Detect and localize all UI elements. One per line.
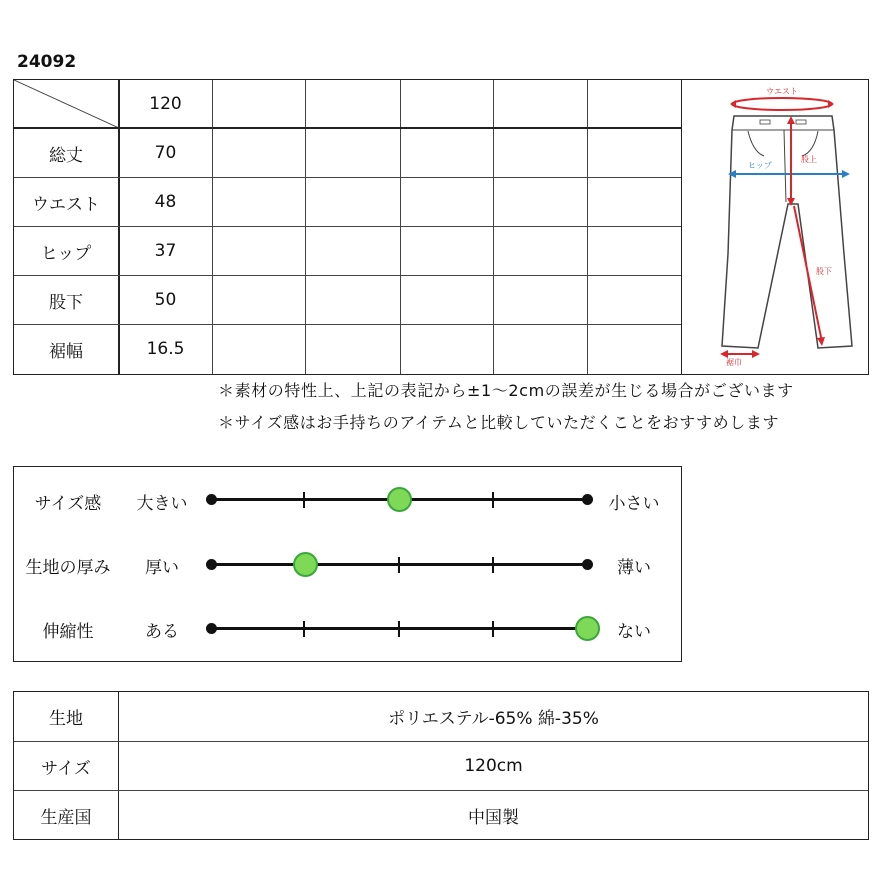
track-end-dot xyxy=(206,559,217,570)
feel-right-label: ない xyxy=(617,622,651,642)
row-value: 16.5 xyxy=(146,339,185,359)
info-value: 中国製 xyxy=(468,807,519,828)
feel-right-label: 小さい xyxy=(608,494,660,514)
feel-label: サイズ感 xyxy=(34,494,102,514)
row-label: 股下 xyxy=(49,292,83,313)
track-tick xyxy=(492,621,494,637)
feel-left-label: ある xyxy=(145,622,179,642)
feel-right-label: 薄い xyxy=(617,558,651,578)
hip-label: ヒップ xyxy=(748,161,772,170)
track-tick xyxy=(303,621,305,637)
info-label: サイズ xyxy=(41,758,91,779)
feel-box xyxy=(13,466,682,662)
row-label: 総丈 xyxy=(49,145,83,166)
info-value: ポリエステル-65% 綿-35% xyxy=(388,709,599,729)
row-label: 裾幅 xyxy=(49,341,83,362)
hem-label: 裾巾 xyxy=(726,358,742,367)
track-end-dot xyxy=(582,494,593,505)
feel-left-label: 厚い xyxy=(145,558,179,578)
product-code: 24092 xyxy=(17,52,77,72)
col-divider xyxy=(587,80,588,374)
row-label: ヒップ xyxy=(40,243,92,264)
track-tick xyxy=(492,557,494,573)
track-tick xyxy=(303,492,305,508)
size-table xyxy=(13,79,869,375)
row-value: 50 xyxy=(154,290,177,310)
col-divider xyxy=(305,80,306,374)
col-divider xyxy=(681,80,682,374)
row-label: ウエスト xyxy=(32,194,100,215)
track-tick xyxy=(398,621,400,637)
size-header-cell: 120 xyxy=(149,93,182,114)
rise-label: 股上 xyxy=(801,155,817,164)
note-compare: ＊サイズ感はお手持ちのアイテムと比較していただくことをおすすめします xyxy=(218,413,780,432)
feel-label: 伸縮性 xyxy=(42,622,94,642)
pants-outline-icon xyxy=(722,116,852,348)
track-end-dot xyxy=(582,559,593,570)
feel-label: 生地の厚み xyxy=(25,558,111,578)
waist-label: ウエスト xyxy=(766,87,798,96)
row-value: 70 xyxy=(154,143,177,163)
col-divider xyxy=(212,80,213,374)
row-value: 48 xyxy=(154,192,177,212)
feel-left-label: 大きい xyxy=(136,494,188,514)
pants-diagram xyxy=(698,84,866,370)
track-tick xyxy=(398,557,400,573)
inseam-label: 股下 xyxy=(816,267,832,276)
info-value: 120cm xyxy=(464,756,523,776)
feel-marker xyxy=(293,552,318,577)
info-table xyxy=(13,691,869,840)
waist-measure-icon xyxy=(732,98,832,110)
note-tolerance: ＊素材の特性上、上記の表記から±1〜2cmの誤差が生じる場合がございます xyxy=(218,381,794,400)
track-end-dot xyxy=(206,494,217,505)
row-value: 37 xyxy=(154,241,177,261)
col-divider xyxy=(400,80,401,374)
feel-marker xyxy=(575,616,600,641)
header-diagonal xyxy=(14,80,119,128)
col-divider xyxy=(493,80,494,374)
track-end-dot xyxy=(206,623,217,634)
track-tick xyxy=(492,492,494,508)
info-label: 生地 xyxy=(49,709,83,729)
feel-marker xyxy=(387,487,412,512)
info-label: 生産国 xyxy=(40,807,92,828)
